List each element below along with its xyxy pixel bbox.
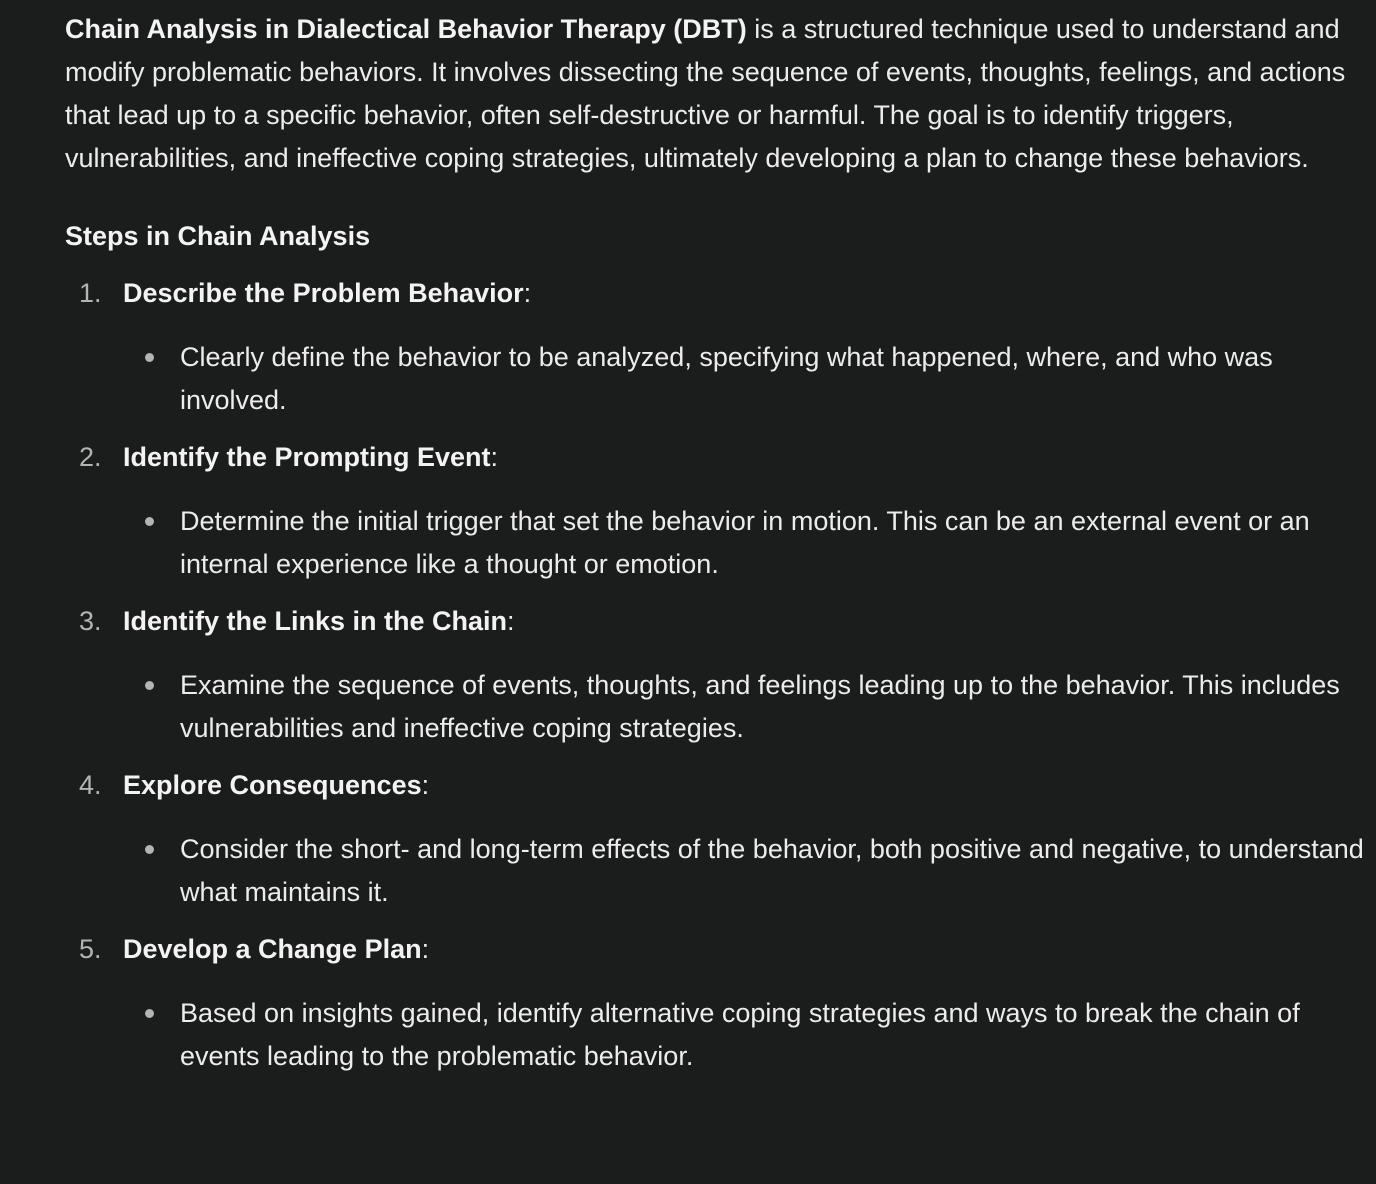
step-title-colon: : (421, 770, 430, 800)
step-number: 3. (79, 606, 102, 636)
step-detail-item (123, 828, 1365, 914)
step-detail-text: Consider the short- and long-term effects of the behavior, both positive and negative, to understand what maintains it. (180, 834, 1364, 907)
step-item (65, 600, 1365, 750)
step-detail-item (123, 500, 1365, 586)
step-details (123, 828, 1365, 914)
step-title-text: Explore Consequences (123, 770, 422, 800)
step-detail-item (123, 664, 1365, 750)
step-number: 1. (79, 278, 102, 308)
step-title (123, 764, 1365, 807)
step-title (123, 600, 1365, 643)
step-detail-text: Determine the initial trigger that set the behavior in motion. This can be an external event or an internal experience like a thought or emotion. (180, 506, 1310, 579)
step-title-colon: : (490, 442, 499, 472)
step-detail-text: Clearly define the behavior to be analyzed, specifying what happened, where, and who was involved. (180, 342, 1273, 415)
intro-paragraph (65, 8, 1365, 180)
step-title (123, 272, 1365, 315)
step-title (123, 928, 1365, 971)
steps-list (65, 272, 1365, 1078)
section-heading: Steps in Chain Analysis (65, 221, 371, 251)
intro-text: is a structured technique used to understand and modify problematic behaviors. It involves dissecting the sequence of events, thoughts, feelings, and actions that lead up to a specific behavior, often self-destructive or harmful. The goal is to identify triggers, vulnerabilities, and ineffective coping strategies, ultimately developing a plan to change these behaviors. (65, 14, 1346, 173)
bullet-icon (145, 517, 154, 526)
step-title-colon: : (507, 606, 515, 636)
bullet-icon (145, 1009, 154, 1018)
step-number: 5. (79, 934, 102, 964)
step-item (65, 764, 1365, 914)
step-detail-item (123, 336, 1365, 422)
step-title-text: Identify the Prompting Event (123, 442, 491, 472)
step-detail-text: Examine the sequence of events, thoughts, and feelings leading up to the behavior. This includes vulnerabilities and ineffective coping strategies. (180, 670, 1340, 743)
step-details (123, 336, 1365, 422)
step-details (123, 500, 1365, 586)
bullet-icon (145, 353, 154, 362)
step-title (123, 436, 1365, 479)
bullet-icon (145, 681, 154, 690)
step-detail-item (123, 992, 1365, 1078)
step-title-text: Develop a Change Plan (123, 934, 422, 964)
intro-term: Chain Analysis in Dialectical Behavior Therapy (DBT) (65, 14, 747, 44)
step-item (65, 272, 1365, 422)
step-details (123, 664, 1365, 750)
step-number: 4. (79, 770, 102, 800)
step-detail-text: Based on insights gained, identify alternative coping strategies and ways to break the chain of events leading to the problematic behavior. (180, 998, 1300, 1071)
bullet-icon (145, 845, 154, 854)
chat-message-content (65, 8, 1365, 1092)
step-number: 2. (79, 442, 102, 472)
step-title-text: Identify the Links in the Chain (123, 606, 508, 636)
step-details (123, 992, 1365, 1078)
step-item (65, 436, 1365, 586)
step-title-text: Describe the Problem Behavior (123, 278, 524, 308)
step-title-colon: : (523, 278, 532, 308)
step-item (65, 928, 1365, 1078)
step-title-colon: : (421, 934, 430, 964)
